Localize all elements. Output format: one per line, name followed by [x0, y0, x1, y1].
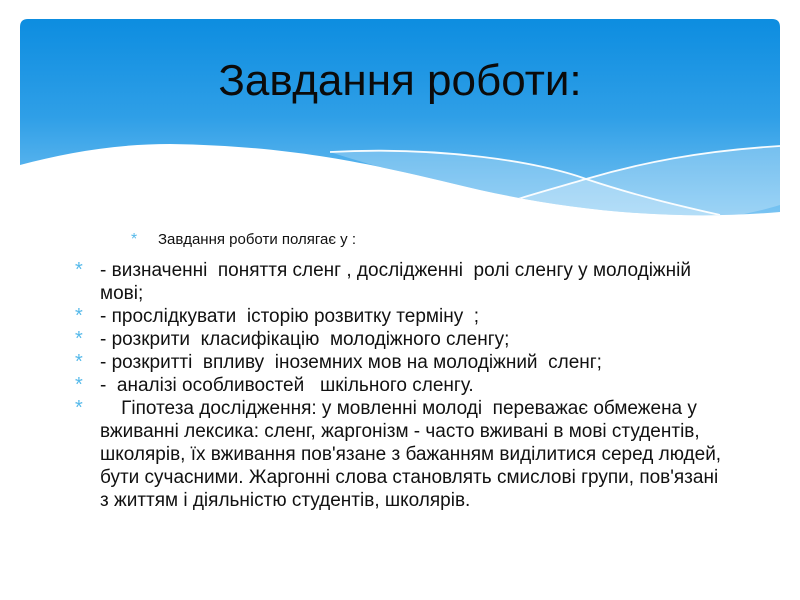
intro-text: Завдання роботи полягає у :: [158, 231, 357, 248]
list-item-text: - аналізі особливостей шкільного сленгу.: [100, 375, 474, 396]
list-item: [65, 351, 730, 374]
asterisk-bullet-icon: *: [75, 397, 83, 419]
list-item: [65, 374, 730, 397]
list-item-hypothesis: [65, 397, 730, 512]
bullet-list: [65, 259, 730, 512]
list-item-text: - визначенні поняття сленг , дослідженні ролі сленгу у молодіжній мові;: [100, 260, 697, 304]
asterisk-bullet-icon: *: [75, 259, 83, 281]
slide-body: [65, 230, 730, 512]
list-item: [65, 259, 730, 305]
list-item: [65, 305, 730, 328]
list-item-text: - прослідкувати історію розвитку терміну ;: [100, 306, 480, 327]
asterisk-bullet-icon: *: [75, 328, 83, 350]
asterisk-bullet-icon: *: [75, 351, 83, 373]
asterisk-bullet-icon: *: [75, 305, 83, 327]
asterisk-bullet-icon: *: [131, 231, 138, 248]
intro-line: [131, 230, 730, 250]
list-item-text: Гіпотеза дослідження: у мовленні молоді переважає обмежена у вживанні лексика: сленг, жаргонізм - часто вживані в мові студентів, школярів, їх вживання пов'язане з бажанням виділитися серед людей, бути сучасними. Жаргонні слова становлять смислові групи, пов'язані з життям і діяльністю студентів, школярів.: [100, 398, 727, 511]
slide-title: Завдання роботи:: [218, 56, 582, 105]
list-item-text: - розкритті впливу іноземних мов на молодіжний сленг;: [100, 352, 602, 373]
asterisk-bullet-icon: *: [75, 374, 83, 396]
list-item-text: - розкрити класифікацію молодіжного сленгу;: [100, 329, 510, 350]
header-wave-graphic: [20, 19, 780, 235]
list-item: [65, 328, 730, 351]
